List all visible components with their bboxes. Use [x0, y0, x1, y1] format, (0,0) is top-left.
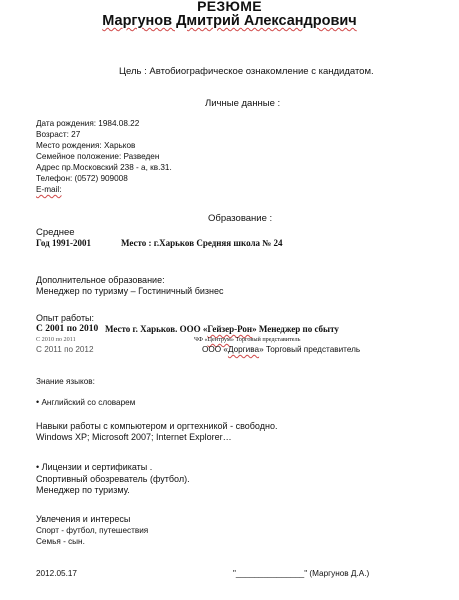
company-prefix: ООО «	[202, 345, 228, 354]
experience-company	[105, 324, 339, 334]
experience-period: С 2010 по 2011	[36, 336, 76, 343]
education-years: Год 1991-2001	[36, 238, 91, 248]
experience-period: С 2001 по 2010	[36, 324, 99, 334]
language-item-text: Английский со словарем	[41, 398, 136, 407]
experience-company	[194, 336, 300, 343]
licenses-heading-text: Лицензии и сертификаты .	[41, 462, 153, 472]
email-label	[36, 185, 61, 194]
birth-place: Место рождения: Харьков	[36, 141, 136, 150]
phone: Телефон: (0572) 909008	[36, 174, 128, 183]
address: Адрес пр.Московский 238 - а, кв.31.	[36, 163, 172, 172]
company-name: Центрум	[207, 336, 231, 343]
candidate-name-text: Маргунов Дмитрий Александрович	[102, 13, 357, 29]
company-suffix: » Торговый представитель	[259, 345, 361, 354]
marital-status: Семейное положение: Разведен	[36, 152, 160, 161]
additional-education-heading: Дополнительное образование:	[36, 275, 165, 285]
company-name: Гейзер-Рон	[207, 324, 253, 334]
age: Возраст: 27	[36, 130, 81, 139]
interests-heading: Увлечения и интересы	[36, 514, 131, 524]
company-suffix: » Торговый представитель	[230, 336, 301, 343]
bullet-icon: •	[36, 397, 40, 407]
company-suffix: » Менеджер по сбыту	[252, 324, 339, 334]
education-place: Место : г.Харьков Средняя школа № 24	[121, 238, 283, 248]
experience-period: С 2011 по 2012	[36, 345, 94, 354]
bullet-icon: •	[36, 462, 40, 472]
footer-date: 2012.05.17	[36, 569, 77, 578]
language-item	[36, 397, 135, 407]
additional-education-value: Менеджер по туризму – Гостиничный бизнес	[36, 286, 224, 296]
company-name: Доргива	[227, 345, 260, 354]
computer-skills-value: Windows XP; Microsoft 2007; Internet Explorer…	[36, 432, 232, 442]
education-level: Среднее	[36, 227, 75, 238]
email-label-text: E-mail:	[36, 185, 62, 194]
birth-date: Дата рождения: 1984.08.22	[36, 119, 140, 128]
candidate-name	[0, 13, 459, 29]
company-prefix: ЧФ «	[194, 336, 208, 343]
licenses-heading	[36, 462, 152, 472]
personal-heading: Личные данные :	[205, 98, 281, 109]
license-item: Менеджер по туризму.	[36, 485, 130, 495]
experience-company	[202, 345, 360, 354]
interest-item: Спорт - футбол, путешествия	[36, 526, 149, 535]
languages-heading: Знание языков:	[36, 377, 95, 386]
computer-skills-heading: Навыки работы с компьютером и оргтехникой - свободно.	[36, 421, 278, 431]
resume-title: РЕЗЮМЕ	[197, 0, 262, 14]
footer-signature: "_______________" (Маргунов Д.А.)	[233, 569, 370, 578]
interest-item: Семья - сын.	[36, 537, 85, 546]
education-heading: Образование :	[208, 213, 273, 224]
goal-line: Цель : Автобиографическое ознакомление с кандидатом.	[119, 66, 374, 77]
license-item: Спортивный обозреватель (футбол).	[36, 474, 190, 484]
company-prefix: Место г. Харьков. ООО «	[105, 324, 208, 334]
experience-heading: Опыт работы:	[36, 313, 95, 323]
